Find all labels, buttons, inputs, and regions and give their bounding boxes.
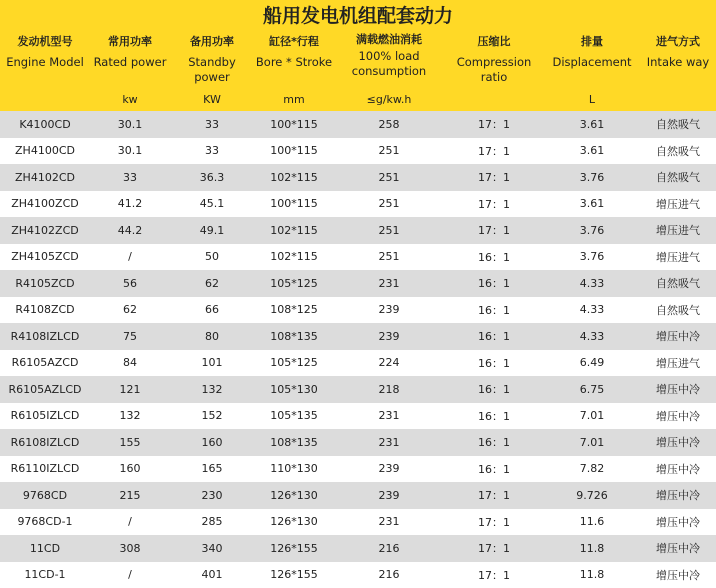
displacement-cell: 6.75: [544, 376, 640, 403]
standby-power-cell: 36.3: [170, 164, 254, 191]
column-header-zh: 压缩比: [477, 35, 511, 48]
column-header-zh: 常用功率: [108, 35, 152, 48]
column-header-displacement: [544, 34, 640, 70]
intake-way-cell: 增压中冷: [640, 535, 716, 562]
rated-power-cell: 160: [90, 456, 170, 483]
displacement-cell: 4.33: [544, 270, 640, 297]
rated-power-cell: 44.2: [90, 217, 170, 244]
compression-ratio-cell: 17：1: [444, 217, 544, 244]
standby-power-cell: 49.1: [170, 217, 254, 244]
fuel-consumption-cell: 231: [334, 509, 444, 536]
compression-ratio-cell: 17：1: [444, 562, 544, 588]
bore-stroke-cell: 105*125: [254, 350, 334, 377]
compression-ratio-cell: 16：1: [444, 244, 544, 271]
fuel-consumption-cell: 239: [334, 297, 444, 324]
rated-power-cell: 84: [90, 350, 170, 377]
rated-power-cell: 308: [90, 535, 170, 562]
bore-stroke-cell: 126*130: [254, 482, 334, 509]
column-header-en: Engine Model: [6, 55, 84, 69]
standby-power-cell: 66: [170, 297, 254, 324]
fuel-consumption-cell: 239: [334, 456, 444, 483]
fuel-consumption-cell: 216: [334, 562, 444, 588]
fuel-consumption-cell: 231: [334, 403, 444, 430]
column-header-intake-way: [640, 34, 716, 70]
unit-standby-power: KW: [203, 93, 221, 106]
table-row: [0, 138, 716, 165]
bore-stroke-cell: 126*130: [254, 509, 334, 536]
displacement-cell: 3.76: [544, 244, 640, 271]
intake-way-cell: 增压中冷: [640, 403, 716, 430]
table-row: [0, 429, 716, 456]
model-cell: R6108IZLCD: [0, 429, 90, 456]
model-cell: ZH4100ZCD: [0, 191, 90, 218]
displacement-cell: 11.6: [544, 509, 640, 536]
column-header-standby-power: [170, 34, 254, 85]
bore-stroke-cell: 102*115: [254, 164, 334, 191]
compression-ratio-cell: 16：1: [444, 376, 544, 403]
fuel-consumption-cell: 251: [334, 217, 444, 244]
fuel-consumption-cell: 218: [334, 376, 444, 403]
displacement-cell: 3.76: [544, 217, 640, 244]
model-cell: R6105AZCD: [0, 350, 90, 377]
rated-power-cell: 121: [90, 376, 170, 403]
model-cell: K4100CD: [0, 111, 90, 138]
bore-stroke-cell: 100*115: [254, 191, 334, 218]
column-header-en: 100% load consumption: [351, 49, 427, 78]
displacement-cell: 9.726: [544, 482, 640, 509]
compression-ratio-cell: 17：1: [444, 111, 544, 138]
column-header-fuel-consumption: [334, 32, 444, 79]
model-cell: R4108ZCD: [0, 297, 90, 324]
standby-power-cell: 132: [170, 376, 254, 403]
table-row: [0, 456, 716, 483]
displacement-cell: 7.01: [544, 403, 640, 430]
standby-power-cell: 401: [170, 562, 254, 588]
unit-displacement: L: [588, 93, 596, 106]
standby-power-cell: 165: [170, 456, 254, 483]
displacement-cell: 7.82: [544, 456, 640, 483]
table-row: [0, 297, 716, 324]
model-cell: 11CD-1: [0, 562, 90, 588]
compression-ratio-cell: 17：1: [444, 509, 544, 536]
model-cell: R6105AZLCD: [0, 376, 90, 403]
fuel-consumption-cell: 231: [334, 270, 444, 297]
fuel-consumption-cell: 251: [334, 164, 444, 191]
fuel-consumption-cell: 239: [334, 323, 444, 350]
table-row: [0, 164, 716, 191]
rated-power-cell: /: [90, 562, 170, 588]
column-header-compression-ratio: [444, 34, 544, 85]
fuel-consumption-cell: 216: [334, 535, 444, 562]
displacement-cell: 3.76: [544, 164, 640, 191]
compression-ratio-cell: 17：1: [444, 138, 544, 165]
rated-power-cell: 132: [90, 403, 170, 430]
intake-way-cell: 自然吸气: [640, 111, 716, 138]
rated-power-cell: 41.2: [90, 191, 170, 218]
compression-ratio-cell: 17：1: [444, 191, 544, 218]
rated-power-cell: 155: [90, 429, 170, 456]
model-cell: ZH4102CD: [0, 164, 90, 191]
compression-ratio-cell: 17：1: [444, 164, 544, 191]
rated-power-cell: 56: [90, 270, 170, 297]
column-header-rated-power: [90, 34, 170, 70]
model-cell: R6110IZLCD: [0, 456, 90, 483]
column-header-zh: 发动机型号: [17, 35, 73, 48]
displacement-cell: 3.61: [544, 191, 640, 218]
displacement-cell: 6.49: [544, 350, 640, 377]
bore-stroke-cell: 102*115: [254, 217, 334, 244]
model-cell: 9768CD-1: [0, 509, 90, 536]
standby-power-cell: 340: [170, 535, 254, 562]
model-cell: R6105IZLCD: [0, 403, 90, 430]
column-header-en: Intake way: [646, 55, 710, 69]
standby-power-cell: 33: [170, 111, 254, 138]
intake-way-cell: 增压中冷: [640, 429, 716, 456]
standby-power-cell: 33: [170, 138, 254, 165]
rated-power-cell: 62: [90, 297, 170, 324]
table-body: [0, 111, 716, 588]
intake-way-cell: 增压中冷: [640, 376, 716, 403]
table-row: [0, 376, 716, 403]
compression-ratio-cell: 16：1: [444, 456, 544, 483]
bore-stroke-cell: 105*125: [254, 270, 334, 297]
standby-power-cell: 101: [170, 350, 254, 377]
intake-way-cell: 增压进气: [640, 350, 716, 377]
model-cell: 9768CD: [0, 482, 90, 509]
unit-fuel-consumption: ≤g/kw.h: [366, 93, 412, 106]
column-header-zh: 排量: [581, 35, 603, 48]
compression-ratio-cell: 16：1: [444, 429, 544, 456]
table-row: [0, 535, 716, 562]
intake-way-cell: 增压进气: [640, 217, 716, 244]
standby-power-cell: 50: [170, 244, 254, 271]
page-title: 船用发电机组配套动力: [262, 5, 453, 27]
bore-stroke-cell: 100*115: [254, 111, 334, 138]
displacement-cell: 11.8: [544, 562, 640, 588]
standby-power-cell: 45.1: [170, 191, 254, 218]
bore-stroke-cell: 108*135: [254, 429, 334, 456]
intake-way-cell: 增压中冷: [640, 562, 716, 588]
table-header: [0, 0, 716, 111]
standby-power-cell: 230: [170, 482, 254, 509]
bore-stroke-cell: 126*155: [254, 562, 334, 588]
model-cell: ZH4102ZCD: [0, 217, 90, 244]
bore-stroke-cell: 108*135: [254, 323, 334, 350]
intake-way-cell: 增压进气: [640, 191, 716, 218]
displacement-cell: 4.33: [544, 323, 640, 350]
fuel-consumption-cell: 251: [334, 191, 444, 218]
unit-bore-stroke: mm: [283, 93, 305, 106]
standby-power-cell: 152: [170, 403, 254, 430]
displacement-cell: 3.61: [544, 111, 640, 138]
bore-stroke-cell: 100*115: [254, 138, 334, 165]
model-cell: 11CD: [0, 535, 90, 562]
intake-way-cell: 自然吸气: [640, 270, 716, 297]
column-header-en: Standby power: [188, 55, 236, 84]
column-header-en: Compression ratio: [456, 55, 532, 84]
model-cell: ZH4100CD: [0, 138, 90, 165]
standby-power-cell: 80: [170, 323, 254, 350]
fuel-consumption-cell: 251: [334, 138, 444, 165]
table-row: [0, 403, 716, 430]
rated-power-cell: 30.1: [90, 138, 170, 165]
column-header-en: Displacement: [552, 55, 632, 69]
model-cell: R4108IZLCD: [0, 323, 90, 350]
standby-power-cell: 160: [170, 429, 254, 456]
bore-stroke-cell: 102*115: [254, 244, 334, 271]
fuel-consumption-cell: 231: [334, 429, 444, 456]
displacement-cell: 11.8: [544, 535, 640, 562]
intake-way-cell: 增压中冷: [640, 456, 716, 483]
table-row: [0, 244, 716, 271]
bore-stroke-cell: 108*125: [254, 297, 334, 324]
unit-rated-power: kw: [122, 93, 138, 106]
column-header-zh: 缸径*行程: [269, 35, 319, 48]
model-cell: R4105ZCD: [0, 270, 90, 297]
rated-power-cell: 30.1: [90, 111, 170, 138]
displacement-cell: 4.33: [544, 297, 640, 324]
column-header-zh: 进气方式: [656, 35, 700, 48]
compression-ratio-cell: 16：1: [444, 403, 544, 430]
column-header-en: Rated power: [93, 55, 167, 69]
displacement-cell: 3.61: [544, 138, 640, 165]
table-row: [0, 270, 716, 297]
bore-stroke-cell: 110*130: [254, 456, 334, 483]
compression-ratio-cell: 16：1: [444, 350, 544, 377]
displacement-cell: 7.01: [544, 429, 640, 456]
intake-way-cell: 增压中冷: [640, 509, 716, 536]
fuel-consumption-cell: 258: [334, 111, 444, 138]
standby-power-cell: 285: [170, 509, 254, 536]
table-row: [0, 509, 716, 536]
fuel-consumption-cell: 251: [334, 244, 444, 271]
intake-way-cell: 自然吸气: [640, 297, 716, 324]
compression-ratio-cell: 16：1: [444, 323, 544, 350]
intake-way-cell: 自然吸气: [640, 164, 716, 191]
intake-way-cell: 增压进气: [640, 244, 716, 271]
table-row: [0, 191, 716, 218]
intake-way-cell: 增压中冷: [640, 482, 716, 509]
rated-power-cell: 33: [90, 164, 170, 191]
model-cell: ZH4105ZCD: [0, 244, 90, 271]
fuel-consumption-cell: 239: [334, 482, 444, 509]
rated-power-cell: 215: [90, 482, 170, 509]
rated-power-cell: /: [90, 509, 170, 536]
column-header-bore-stroke: [254, 34, 334, 70]
bore-stroke-cell: 126*155: [254, 535, 334, 562]
column-header-en: Bore * Stroke: [255, 55, 333, 69]
table-row: [0, 323, 716, 350]
fuel-consumption-cell: 224: [334, 350, 444, 377]
table-row: [0, 482, 716, 509]
rated-power-cell: 75: [90, 323, 170, 350]
intake-way-cell: 自然吸气: [640, 138, 716, 165]
standby-power-cell: 62: [170, 270, 254, 297]
intake-way-cell: 增压中冷: [640, 323, 716, 350]
bore-stroke-cell: 105*135: [254, 403, 334, 430]
compression-ratio-cell: 17：1: [444, 482, 544, 509]
table-row: [0, 350, 716, 377]
column-header-model: [0, 34, 90, 70]
bore-stroke-cell: 105*130: [254, 376, 334, 403]
rated-power-cell: /: [90, 244, 170, 271]
column-header-zh: 满载燃油消耗: [356, 33, 422, 46]
compression-ratio-cell: 16：1: [444, 270, 544, 297]
compression-ratio-cell: 16：1: [444, 297, 544, 324]
table-row: [0, 562, 716, 588]
column-header-zh: 备用功率: [190, 35, 234, 48]
table-row: [0, 217, 716, 244]
engine-spec-table: [0, 111, 716, 588]
table-row: [0, 111, 716, 138]
compression-ratio-cell: 17：1: [444, 535, 544, 562]
